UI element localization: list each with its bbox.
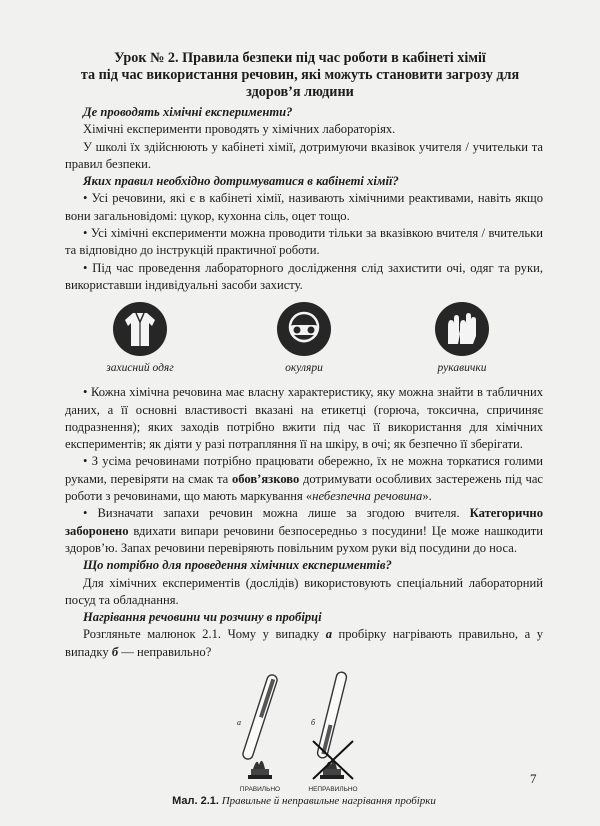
figure-label-a: а [237,718,241,728]
rule-4: • Кожна хімічна речовина має власну характеристику, яку можна знайти в табличних даних, а її основні властивості вказані на етикетці (горюча, токсична, спричиняє подразнення); яких заходів потрібно вжити під час її використання для хімічних експериментів; як діяти у разі потрапляння її на шкіру, в очі; як безпечно її зберігати. [65,385,543,452]
goggles-item [249,302,359,377]
lab-coat-icon [113,302,167,356]
rule-5-text-e: ». [422,489,432,504]
where-paragraph-2: У школі їх здійснюють у кабінеті хімії, дотримуючи вказівок учителя / учительки та правил безпеки. [65,139,543,171]
goggles-caption: окуляри [285,362,323,375]
rule-5-text-a: • З усіма речовинами потрібно працювати обережно, їх не можна торкатися голими руками, перевіряти на смак та [65,454,543,486]
rule-3: • Під час проведення лабораторного дослідження слід захистити очі, одяг та руки, використавши індивідуальні засоби захисту. [65,260,543,292]
heating-heading: Нагрівання речовини чи розчину в пробірці [83,610,322,625]
rule-6-text-a: • Визначати запахи речовин можна лише за згодою вчителя. [83,506,470,521]
figure-caption [65,793,543,810]
title-line-1: Урок № 2. Правила безпеки під час роботи в кабінеті хімії [114,50,486,66]
correct-heating-illustration [237,674,280,793]
rule-1: • Усі речовини, які є в кабінеті хімії, називають хімічними реактивами, навіть якщо вони загальновідомі: цукор, кухонна сіль, оцет тощо. [65,191,543,223]
equipment-heading: Що потрібно для проведення хімічних експериментів? [83,558,392,573]
where-paragraph-1: Хімічні експерименти проводять у хімічних лабораторіях. [83,122,396,137]
heating-text-a: Розгляньте малюнок 2.1. Чому у випадку [83,627,326,642]
heating-case-a: а [325,627,332,642]
figure-number: Мал. 2.1. [172,795,219,808]
rule-6 [65,505,543,557]
rule-6-emphasis: Категорично заборонено [65,506,543,538]
heating-case-b: б [111,644,119,659]
where-heading: Де проводять хімічні експерименти? [83,105,293,119]
rule-2: • Усі хімічні експерименти можна проводити тільки за вказівкою вчителя / вчительки та відповідно до інструкцій практичної роботи. [65,226,543,258]
heating-text-c: пробірку нагрівають правильно, а у випадку [65,627,544,659]
figure-caption-text: Правильне й неправильне нагрівання пробірки [221,795,436,808]
rule-5-emphasis: обов’язково [231,471,300,486]
rules-heading: Яких правил необхідно дотримуватися в кабінеті хімії? [83,174,399,189]
gloves-icon [435,302,489,356]
heating-text-e: — неправильно? [118,644,212,659]
title-line-2: та під час використання речовин, які можуть становити загрозу для [80,67,520,83]
protective-clothing-caption: захисний одяг [106,362,174,375]
equipment-paragraph: Для хімічних експериментів (дослідів) використовують спеціальний лабораторний посуд та обладнання. [65,575,543,607]
incorrect-heating-illustration [308,671,357,793]
protection-icons [65,302,543,382]
rule-5 [65,453,543,505]
rule-5-text-c: дотримувати особливих застережень під час роботи з речовинами, що мають маркування « [65,471,544,504]
rule-6-text-c: вдихати випари речовини безпосередньо з посудини! Це може нашкодити здоров’ю. Запах речовини перевіряють повільним рухом руки від посудини до носа. [65,523,543,555]
figure-label-b: б [311,718,316,728]
lesson-body [65,104,543,813]
incorrect-label: НЕПРАВИЛЬНО [308,786,358,794]
gloves-caption: рукавички [437,362,487,375]
gloves-item [407,302,517,377]
protective-clothing-item [85,302,195,377]
heating-paragraph [65,626,543,661]
rule-5-marking: небезпечна речовина [312,489,423,504]
figure-2-1 [65,665,543,813]
correct-label: ПРАВИЛЬНО [239,786,281,794]
lesson-title [40,50,560,101]
test-tube-heating-illustration [215,665,395,793]
page-number: 7 [530,771,537,786]
goggles-icon [277,302,331,356]
title-line-3: здоров’я людини [246,84,354,100]
